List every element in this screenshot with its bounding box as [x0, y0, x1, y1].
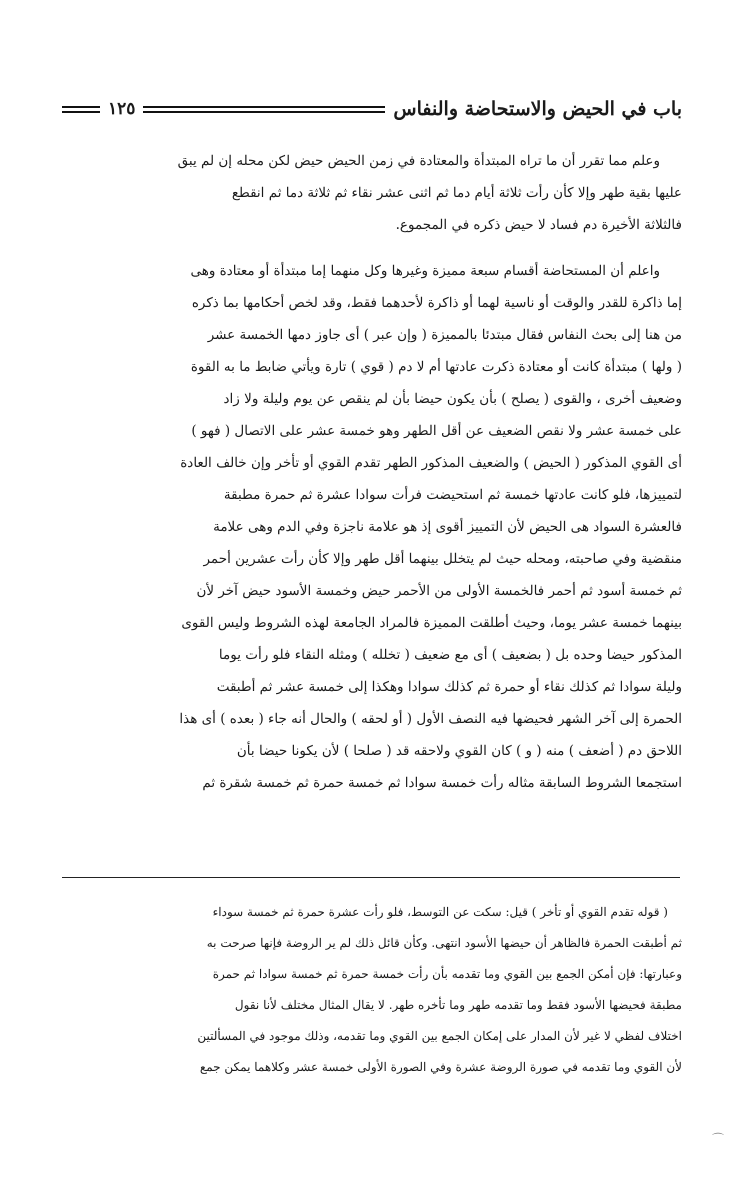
text-line: فالعشرة السواد هى الحيض لأن التمييز أقوى إذ هو علامة ناجزة وفي الدم وهى علامة [213, 519, 682, 535]
footnote [62, 897, 682, 1083]
text-line: ( ولها ) مبتدأة كانت أو معتادة ذكرت عادتها أم لا دم ( قوي ) تارة ويأتي ضابط ما به القوة [190, 359, 682, 375]
text-line: وليلة سوادا ثم كذلك نقاء أو حمرة ثم كذلك سوادا وهكذا إلى خمسة عشر ثم أطبقت [216, 679, 682, 695]
text-line: الحمرة إلى آخر الشهر فحيضها فيه النصف الأول ( أو لحقه ) والحال أنه جاء ( بعده ) أى هذا [179, 711, 682, 727]
text-line: أى القوي المذكور ( الحيض ) والضعيف المذكور الطهر تقدم القوي أو تأخر وإن خالف العادة [180, 455, 682, 471]
footnote-separator [62, 877, 680, 878]
scan-mark: ⌒ [712, 1132, 725, 1146]
footnote-line: ( قوله تقدم القوي أو تأخر ) قيل: سكت عن التوسط، فلو رأت عشرة حمرة ثم خمسة سوداء [212, 905, 668, 919]
text-line: فالثلاثة الأخيرة دم فساد لا حيض ذكره في المجموع. [395, 217, 682, 233]
text-line: وعلم مما تقرر أن ما تراه المبتدأة والمعتادة في زمن الحيض حيض لكن محله إن لم يبق [177, 153, 660, 169]
chapter-title: باب في الحيض والاستحاضة والنفاس [393, 98, 682, 120]
page-number: ١٢٥ [108, 99, 136, 119]
text-line: لتمييزها، فلو كانت عادتها خمسة ثم استحيضت فرأت سوادا عشرة ثم حمرة مطبقة [223, 487, 682, 503]
paragraph-gap [62, 241, 682, 255]
header-rule-left [62, 106, 100, 113]
text-line: وضعيف أخرى ، والقوى ( يصلح ) بأن يكون حيضا بأن لم ينقص عن يوم وليلة ولا زاد [223, 391, 682, 407]
text-line: اللاحق دم ( أضعف ) منه ( و ) كان القوي ولاحقه قد ( صلحا ) لأن يكونا حيضا بأن [236, 743, 682, 759]
footnote-line: اختلاف لفظي لا غير لأن المدار على إمكان الجمع بين القوي وما تقدمه، وذلك موجود في المسألتين [197, 1029, 682, 1043]
running-header [62, 94, 682, 124]
text-line: منقضية وفي صاحبته، ومحله حيث لم يتخلل بينهما أقل طهر وإلا كأن رأت عشرين أحمر [203, 551, 682, 567]
text-line: واعلم أن المستحاضة أقسام سبعة مميزة وغيرها وكل منهما إما مبتدأة أو معتادة وهى [190, 263, 660, 279]
footnote-line: ثم أطبقت الحمرة فالظاهر أن حيضها الأسود انتهى. وكأن قائل ذلك لم ير الروضة فإنها صرحت به [206, 936, 682, 950]
text-line: على خمسة عشر ولا نقص الضعيف عن أقل الطهر وهو خمسة عشر على الاتصال ( فهو ) [191, 423, 682, 439]
text-line: إما ذاكرة للقدر والوقت أو ناسية لهما أو ذاكرة لأحدهما فقط، وقد لخص أحكامها بما ذكره [191, 295, 682, 311]
text-line: عليها بقية طهر وإلا كأن رأت ثلاثة أيام دما ثم اثنى عشر نقاء ثم ثلاثة دما ثم انقطع [231, 185, 682, 201]
text-line: ثم خمسة أسود ثم أحمر فالخمسة الأولى من الأحمر حيض وخمسة الأسود حيض آخر لأن [196, 583, 682, 599]
footnote-line: وعبارتها: فإن أمكن الجمع بين القوي وما تقدمه بأن رأت خمسة حمرة ثم خمسة سوادا ثم حمرة [212, 967, 682, 981]
header-rule-middle [143, 106, 385, 113]
text-line: المذكور حيضا وحده بل ( بضعيف ) أى مع ضعيف ( تخلله ) ومثله النقاء فلو رأت يوما [218, 647, 682, 663]
footnote-line: لأن القوي وما تقدمه في صورة الروضة عشرة وفي الصورة الأولى خمسة عشر وكلاهما يمكن جمع [199, 1060, 682, 1074]
main-text [62, 145, 682, 799]
text-line: من هنا إلى بحث النفاس فقال مبتدئا بالمميزة ( وإن عبر ) أى جاوز دمها الخمسة عشر [207, 327, 682, 343]
text-line: استجمعا الشروط السابقة مثاله رأت خمسة سوادا ثم خمسة حمرة ثم خمسة شقرة ثم [202, 775, 682, 791]
footnote-line: مطبقة فحيضها الأسود فقط وما تقدمه طهر وما تأخره طهر. لا يقال المثال مختلف لأنا نقول [234, 998, 682, 1012]
text-line: بينهما خمسة عشر يوما، وحيث أطلقت المميزة فالمراد الجامعة لهذه الشروط وليس القوى [181, 615, 682, 631]
